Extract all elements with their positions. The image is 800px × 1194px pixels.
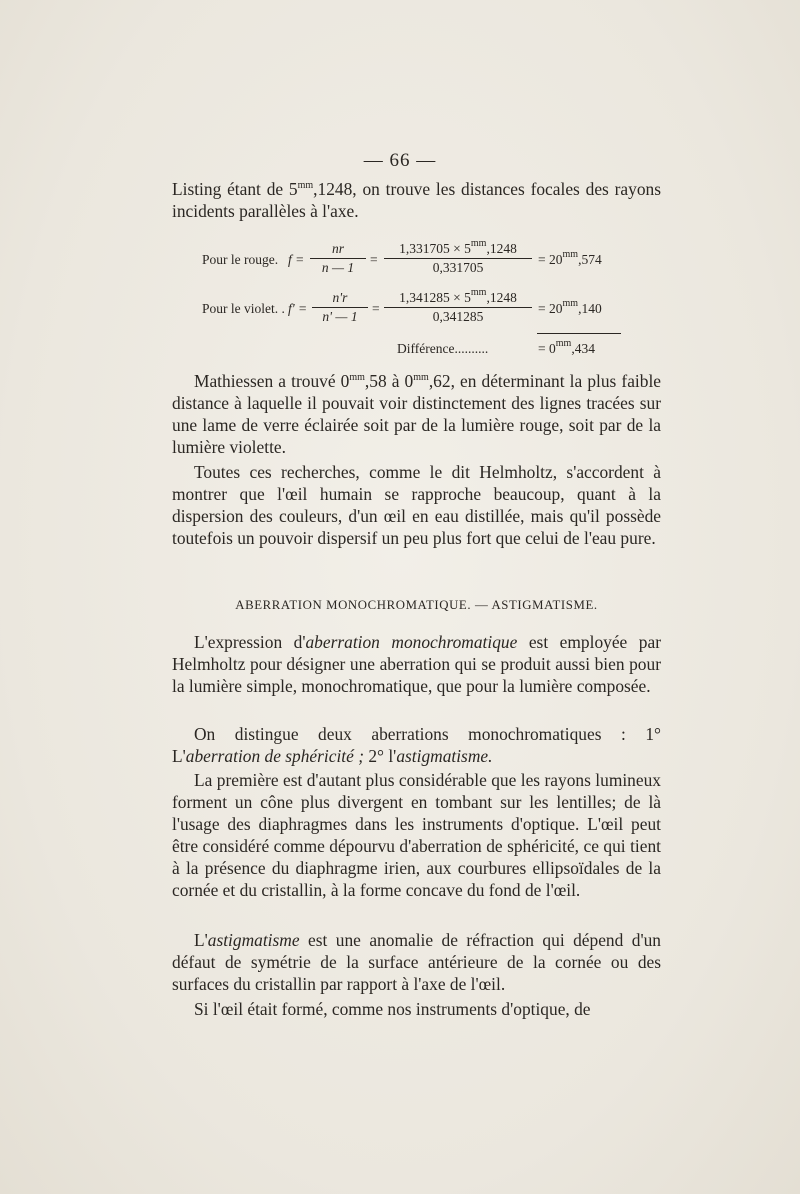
formula-red-equals: = (370, 252, 378, 267)
formula-violet (196, 289, 636, 333)
formula-red-f: f = (288, 252, 305, 267)
distingue-italic-2: astigmatisme. (396, 746, 493, 766)
formula-red-fraction1 (310, 241, 366, 276)
formula-red-fraction2 (384, 238, 532, 276)
difference-label: Différence.......... (397, 341, 489, 356)
mathiessen-text-a: Mathiessen a trouvé 0 (194, 371, 350, 391)
formula-violet-equals: = (372, 301, 380, 316)
expression-text-b: est employée par Helmholtz pour désigner une aberration qui se produit aussi bien pour la lumière simple, monochromatique, que pour la lumière composée. (172, 632, 661, 696)
formula-violet-result (538, 298, 602, 317)
paragraph-toutes: Toutes ces recherches, comme le dit Helmholtz, s'accordent à montrer que l'œil humain se rapproche beaucoup, quant à la dispersion des couleurs, d'un œil en eau distillée, mais qu'il possède toutefois un pouvoir dispersif un peu plus fort que celui de l'eau pure. (172, 462, 661, 548)
astig-text-a: L' (194, 930, 208, 950)
fraction2-numerator (384, 287, 532, 308)
result-a: = 20 (538, 301, 563, 316)
formula-red-result (538, 249, 602, 268)
fraction2-denominator: 0,341285 (432, 309, 484, 324)
paragraph-premiere: La première est d'autant plus considérable que les rayons lumineux forment un cône plus divergent en tombant sur les lentilles; de là l'usage des diaphragmes dans les instruments d'optique. L'œil peut être considéré comme dépourvu d'aberration de sphéricité, ce qui tient à la présence du diaphragme irien, aux courbures ellipsoïdales de la cornée et du cristallin, à la forme concave du fond de l'œil. (172, 770, 661, 900)
result-b: ,140 (578, 301, 602, 316)
difference-value-a: = 0 (538, 341, 556, 356)
fraction1-denominator: n' — 1 (322, 309, 358, 324)
intro-unit: mm (297, 180, 314, 191)
fraction2-num-a: 1,331705 × 5 (399, 241, 471, 256)
fraction2-num-unit: mm (470, 287, 487, 298)
distingue-text-b: 2° l' (364, 746, 397, 766)
expression-italic: aberration monochromatique (305, 632, 518, 652)
difference-row (196, 338, 636, 361)
expression-text-a: L'expression d' (194, 632, 306, 652)
sum-rule (537, 333, 621, 334)
fraction1-numerator: n'r (312, 290, 368, 308)
astig-text-b: est une anomalie de réfraction qui dépend d'un défaut de symétrie de la surface antérieure de la cornée ou des surfaces du cristallin par rapport à l'axe de l'œil. (172, 930, 661, 994)
intro-text-a: Listing étant de 5 (172, 179, 298, 199)
formula-red-label: Pour le rouge. (202, 252, 279, 267)
paragraph-distingue (172, 723, 661, 767)
result-b: ,574 (578, 252, 602, 267)
distingue-italic-1: aberration de sphéricité ; (185, 746, 364, 766)
mathiessen-unit-1: mm (349, 372, 365, 383)
result-a: = 20 (538, 252, 563, 267)
paragraph-mathiessen (172, 370, 661, 458)
mathiessen-text-c: ,62, en déterminant la plus faible distance à laquelle il pouvait voir distinctement des lignes tracées sur une lame de verre éclairée soit par de la lumière rouge, soit par de la lumière violette. (172, 371, 661, 457)
intro-text-b: ,1248, on trouve les distances focales des rayons incidents parallèles à l'axe. (172, 179, 661, 221)
mathiessen-text-b: ,58 à 0 (364, 371, 414, 391)
intro-paragraph (172, 178, 661, 222)
mathiessen-unit-2: mm (413, 372, 429, 383)
page-number: — 66 — (363, 150, 437, 171)
formula-violet-fraction1 (312, 290, 368, 325)
fraction2-num-a: 1,341285 × 5 (399, 290, 471, 305)
formula-violet-fraction2 (384, 287, 532, 325)
difference-value (538, 338, 595, 357)
fraction2-num-b: ,1248 (486, 290, 517, 305)
section-heading: ABERRATION MONOCHROMATIQUE. — ASTIGMATISME. (235, 598, 598, 612)
paragraph-si: Si l'œil était formé, comme nos instruments d'optique, de (194, 999, 591, 1019)
difference-value-b: ,434 (571, 341, 595, 356)
fraction2-denominator: 0,331705 (432, 260, 484, 275)
difference-unit: mm (555, 338, 572, 349)
astig-italic: astigmatisme (207, 930, 300, 950)
formula-violet-label: Pour le violet. . (202, 301, 285, 316)
fraction2-num-b: ,1248 (486, 241, 517, 256)
formula-red (196, 240, 636, 284)
formula-violet-f: f' = (288, 301, 308, 316)
paragraph-expression (172, 631, 661, 697)
fraction2-num-unit: mm (470, 238, 487, 249)
distingue-text-a: On distingue deux aberrations monochromatiques : 1° L' (172, 724, 661, 766)
fraction1-numerator: nr (310, 241, 366, 259)
fraction2-numerator (384, 238, 532, 259)
result-unit: mm (562, 298, 579, 309)
paragraph-astigmatisme (172, 929, 661, 995)
result-unit: mm (562, 249, 579, 260)
fraction1-denominator: n — 1 (321, 260, 355, 275)
